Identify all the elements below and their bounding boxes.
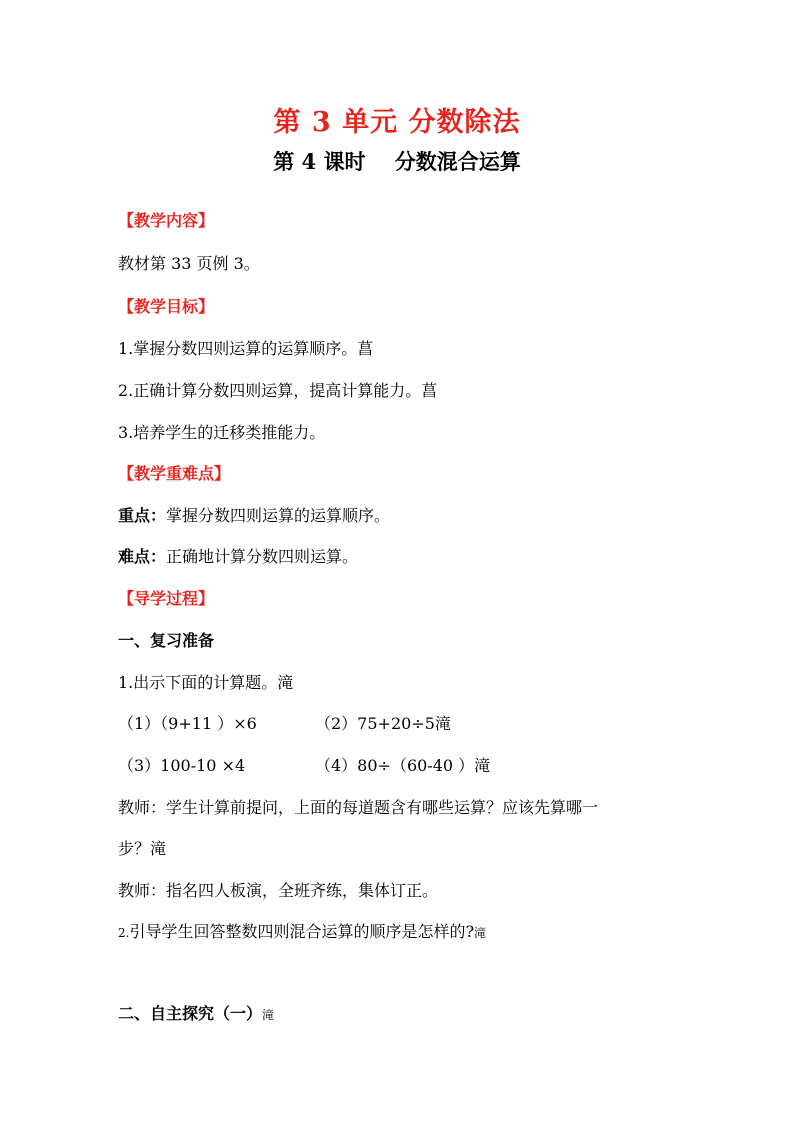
difficult-point-text: 正确地计算分数四则运算。 [166,547,359,566]
unit-title: 第 3 单元 分数除法 [273,107,521,138]
item-2-number: 2. [118,926,130,940]
section-explore-text: 二、自主探究（一） [118,1004,263,1023]
difficult-point-label: 难点： [118,547,167,566]
calc-3: （3）100-10 ×4 [118,756,246,775]
item-2 [118,921,486,944]
key-points-heading: 【教学重难点】 [118,464,231,483]
goal-3: 3.培养学生的迁移类推能力。 [118,423,326,442]
section-review: 一、复习准备 [118,631,215,650]
key-point-line [118,505,390,527]
teacher-note-1-line-2: 步？滝 [118,839,167,858]
difficult-point-line [118,546,358,568]
calc-4: （4）80÷（60-40 ）滝 [315,756,491,775]
teacher-note-2: 教师：指名四人板演，全班齐练，集体订正。 [118,881,439,900]
goal-1: 1.掌握分数四则运算的运算顺序。菖 [118,339,374,358]
teacher-note-1-line-1: 教师：学生计算前提问，上面的每道题含有哪些运算？应该先算哪一 [118,798,599,817]
lesson-subtitle: 第 4 课时 分数混合运算 [273,149,521,174]
item-2-text: 引导学生回答整数四则混合运算的顺序是怎样的? [129,922,475,941]
content-text: 教材第 33 页例 3。 [118,254,260,273]
calc-1: （1）（9+11 ）×6 [118,714,257,733]
process-heading: 【导学过程】 [118,589,215,608]
item-1: 1.出示下面的计算题。滝 [118,673,294,692]
goals-heading: 【教学目标】 [118,297,215,316]
item-2-mark: 滝 [474,926,487,940]
section-explore-mark: 滝 [262,1008,275,1022]
calc-2: （2）75+20÷5滝 [315,714,451,733]
content-heading: 【教学内容】 [118,211,215,230]
key-point-label: 重点： [118,506,167,525]
section-explore [118,1003,274,1026]
key-point-text: 掌握分数四则运算的运算顺序。 [166,506,391,525]
goal-2: 2.正确计算分数四则运算，提高计算能力。菖 [118,381,438,400]
